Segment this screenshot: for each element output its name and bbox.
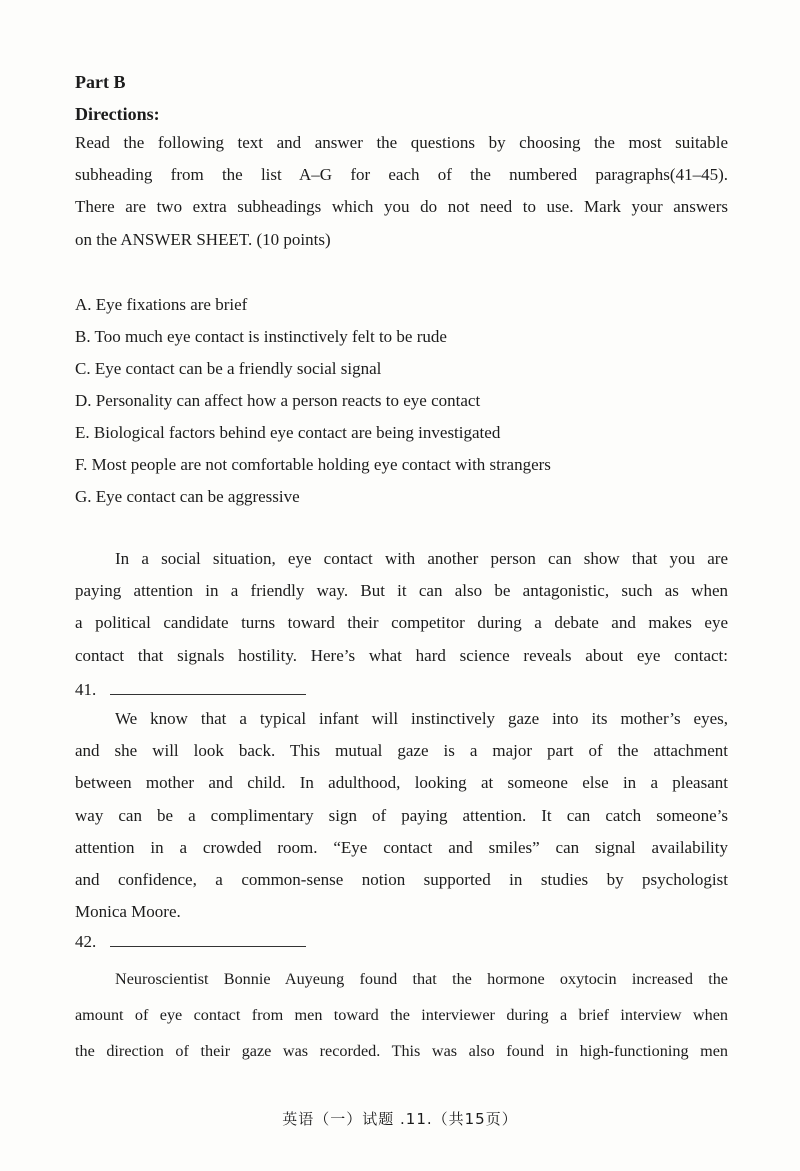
paragraph-41-line: Monica Moore. (75, 902, 181, 922)
option-b: B. Too much eye contact is instinctively felt to be rude (75, 327, 447, 346)
option-c: C. Eye contact can be a friendly social signal (75, 359, 382, 378)
answer-blank-41[interactable] (110, 678, 306, 695)
paragraph-41-line: and confidence, a common-sense notion supported in studies by psychologist (75, 870, 728, 890)
part-title: Part B (75, 72, 126, 92)
paragraph-42-line: amount of eye contact from men toward the interviewer during a brief interview when (75, 1006, 728, 1024)
answer-blank-42[interactable] (110, 930, 306, 947)
intro-paragraph (75, 543, 728, 672)
option-d: D. Personality can affect how a person reacts to eye contact (75, 391, 481, 410)
intro-line: In a social situation, eye contact with another person can show that you are (115, 549, 728, 568)
intro-line: paying attention in a friendly way. But it can also be antagonistic, such as when (75, 581, 728, 601)
question-42-number: 42. (75, 932, 97, 951)
question-42 (75, 930, 306, 953)
paragraph-41-line: between mother and child. In adulthood, looking at someone else in a pleasant (75, 773, 728, 793)
directions-line: on the ANSWER SHEET. (10 points) (75, 229, 331, 249)
question-41-number: 41. (75, 680, 97, 699)
paragraph-41-line: attention in a crowded room. “Eye contact and smiles” can signal availability (75, 837, 728, 857)
option-a: A. Eye fixations are brief (75, 295, 248, 314)
paragraph-42-line: the direction of their gaze was recorded. This was also found in high-functioning men (75, 1042, 728, 1060)
directions-line: subheading from the list A–G for each of the numbered paragraphs(41–45). (75, 165, 728, 185)
intro-line: a political candidate turns toward their competitor during a debate and makes eye (75, 613, 728, 633)
paragraph-41-line: way can be a complimentary sign of paying attention. It can catch someone’s (75, 805, 728, 825)
paragraph-42-line: Neuroscientist Bonnie Auyeung found that the hormone oxytocin increased the (115, 970, 728, 988)
option-f: F. Most people are not comfortable holding eye contact with strangers (75, 455, 551, 474)
paragraph-41-line: and she will look back. This mutual gaze is a major part of the attachment (75, 741, 728, 761)
page-footer: 英语（一）试题 .11.（共15页） (282, 1110, 518, 1128)
paragraph-41-line: We know that a typical infant will instinctively gaze into its mother’s eyes, (115, 709, 728, 728)
paragraph-41 (75, 703, 728, 928)
directions-line: Read the following text and answer the questions by choosing the most suitable (75, 133, 728, 152)
directions-label: Directions: (75, 104, 160, 124)
directions-line: There are two extra subheadings which you do not need to use. Mark your answers (75, 197, 728, 217)
option-e: E. Biological factors behind eye contact are being investigated (75, 423, 501, 442)
option-g: G. Eye contact can be aggressive (75, 487, 300, 506)
directions-text (75, 127, 728, 256)
question-41 (75, 678, 306, 701)
intro-line: contact that signals hostility. Here’s what hard science reveals about eye contact: (75, 645, 728, 665)
paragraph-42 (75, 961, 728, 1069)
